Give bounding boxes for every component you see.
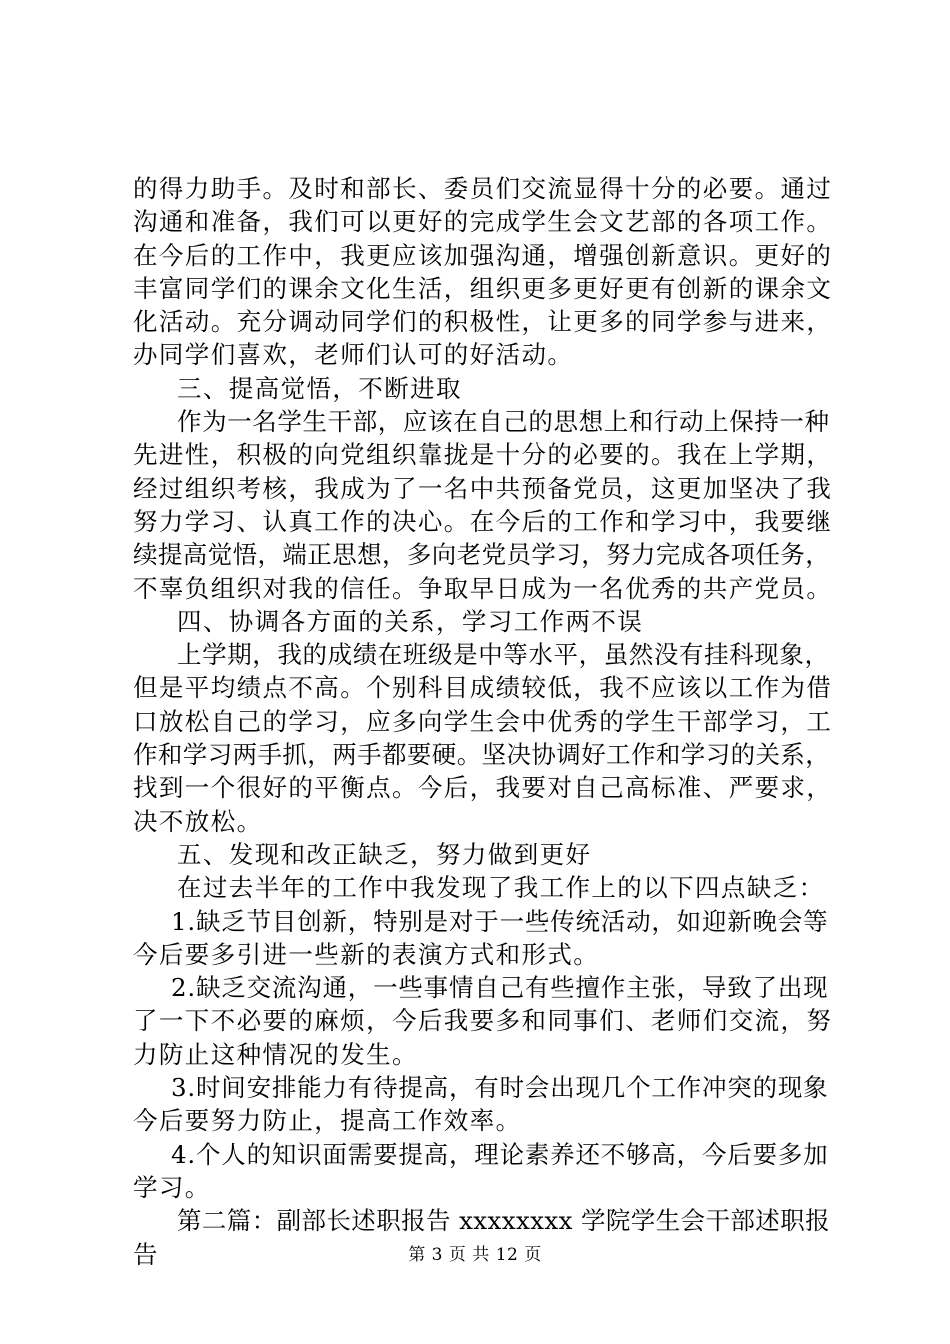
text-line: 告 (133, 1239, 159, 1269)
text-line: 化活动。充分调动同学们的积极性，让更多的同学参与进来， (133, 307, 833, 337)
text-line: 决不放松。 (133, 806, 263, 836)
text-line: 上学期，我的成绩在班级是中等水平，虽然没有挂科现象， (177, 640, 830, 670)
text-line: 但是平均绩点不高。个别科目成绩较低，我不应该以工作为借 (133, 673, 833, 703)
list-item: 2.缺乏交流沟通，一些事情自己有些擅作主张，导致了出现 (171, 973, 829, 1003)
list-item: 1.缺乏节目创新，特别是对于一些传统活动，如迎新晚会等 (171, 906, 829, 936)
text-line: 口放松自己的学习，应多向学生会中优秀的学生干部学习，工 (133, 706, 833, 736)
text-line: 学习。 (133, 1172, 211, 1202)
text-line: 在今后的工作中，我更应该加强沟通，增强创新意识。更好的 (133, 240, 833, 270)
text-line: 今后要多引进一些新的表演方式和形式。 (133, 939, 600, 969)
text-line: 作和学习两手抓，两手都要硬。坚决协调好工作和学习的关系， (133, 740, 831, 770)
section-heading: 五、发现和改正缺乏，努力做到更好 (177, 839, 592, 869)
text-line: 努力学习、认真工作的决心。在今后的工作和学习中，我要继 (133, 506, 833, 536)
text-line: 在过去半年的工作中我发现了我工作上的以下四点缺乏： (177, 873, 825, 903)
text-line: 沟通和准备，我们可以更好的完成学生会文艺部的各项工作。 (133, 207, 833, 237)
text-line: 今后要努力防止，提高工作效率。 (133, 1106, 522, 1136)
text-line: 力防止这种情况的发生。 (133, 1039, 418, 1069)
text-line: 作为一名学生干部，应该在自己的思想上和行动上保持一种 (177, 407, 830, 437)
text-line: 找到一个很好的平衡点。今后，我要对自己高标准、严要求， (133, 773, 833, 803)
list-item: 3.时间安排能力有待提高，有时会出现几个工作冲突的现象 (171, 1073, 829, 1103)
text-line: 经过组织考核，我成为了一名中共预备党员，这更加坚决了我 (133, 473, 833, 503)
text-line: 办同学们喜欢，老师们认可的好活动。 (133, 340, 574, 370)
page-number-footer: 第 3 页 共 12 页 (408, 1245, 542, 1265)
text-line: 了一下不必要的麻烦，今后我要多和同事们、老师们交流，努 (133, 1006, 833, 1036)
list-item: 4.个人的知识面需要提高，理论素养还不够高，今后要多加 (171, 1139, 829, 1169)
text-line: 的得力助手。及时和部长、委员们交流显得十分的必要。通过 (133, 174, 833, 203)
text-line: 先进性，积极的向党组织靠拢是十分的必要的。我在上学期， (133, 440, 833, 470)
text-line: 不辜负组织对我的信任。争取早日成为一名优秀的共产党员。 (133, 573, 833, 603)
section-heading: 四、协调各方面的关系，学习工作两不误 (177, 606, 644, 636)
text-line: 续提高觉悟，端正思想，多向老党员学习，努力完成各项任务， (133, 540, 831, 570)
text-line: 丰富同学们的课余文化生活，组织更多更好更有创新的课余文 (133, 273, 833, 303)
section-heading: 三、提高觉悟，不断进取 (177, 373, 462, 403)
document-body (133, 172, 833, 1271)
chapter-heading: 第二篇：副部长述职报告 xxxxxxxx 学院学生会干部述职报 (177, 1206, 831, 1236)
